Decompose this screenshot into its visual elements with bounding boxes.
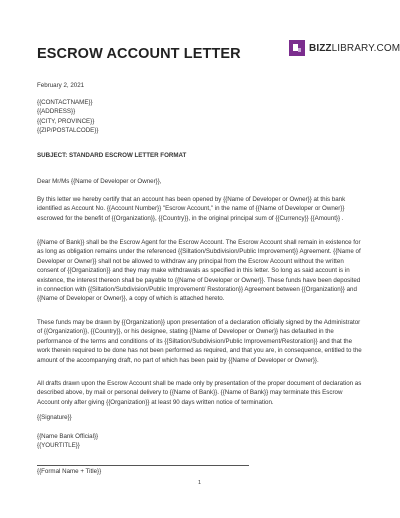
your-title-placeholder: {{YOURTITLE}} [37,442,80,450]
address-line-city: {{CITY, PROVINCE}} [37,117,95,125]
paragraph-certification: By this letter we hereby certify that an account has been opened by {{Name of Developer or Owner}} at this bank identified as Account No. {{Account Number}} "Escrow Account," in the name of {{Name of Developer or Owner}} escrowed for the benefit of {{Organization}}, {{Country}}, in the original principal sum of {{Currency}} {{Amount}} . [37,196,346,222]
document-title: ESCROW ACCOUNT LETTER [37,46,241,62]
logo-text-bold: BIZZ [309,42,332,54]
page-number: 1 [198,480,202,486]
paragraph-drafts: All drafts drawn upon the Escrow Account shall be made only by presentation of the proper document of declaration as described above, by mail or personal delivery to {{Name of Bank}}. {{Name of Bank}} may terminate this Escrow Account only after giving {{Organization}} at least 90 days written notice of termination. [37,380,362,406]
letter-date: February 2, 2021 [37,82,85,89]
bizzlibrary-logo-text [309,43,400,54]
address-line-address: {{ADDRESS}} [37,108,76,116]
logo-text-light: LIBRARY.COM [331,42,400,54]
formal-name-placeholder: {{Formal Name + Title}} [37,468,102,475]
signature-line [37,465,249,466]
signature-placeholder: {{Signature}} [37,414,72,421]
letter-subject: SUBJECT: STANDARD ESCROW LETTER FORMAT [37,152,187,159]
paragraph-escrow-agent: {{Name of Bank}} shall be the Escrow Agent for the Escrow Account. The Escrow Account shall remain in existence for as long as obligation remains under the referenced {{Siltation/Subdivision/Public Improvement}} Agreement. {{Name of Developer or Owner}} shall not be allowed to withdraw any principal from the Escrow Account without the written consent of {{Organization}} and they may make withdrawals as specified in this letter. So long as said account is in existence, the interest thereon shall be payable to {{Name of Developer or Owner}}. These funds have been deposited in connection with {{Siltation/Subdivision/Public Improvement/ Restoration}} Agreement between {{Organization}} and {{Name of Developer or Owner}}, a copy of which is attached hereto. [37,239,361,303]
paragraph-drawing-funds: These funds may be drawn by {{Organization}} upon presentation of a declaration officially signed by the Administrator of {{Organization}}, {{Country}}, or his designee, stating {{Name of Developer or Owner}} has defaulted in the performance of the terms and conditions of its {{Siltation/Subdivision/Public Improvement/Restoration}} and that the work therein required to be done has not been performed as required, and that you are, in consequence, entitled to the amount of the accompanying draft, no part of which has been paid by {{Name of Developer or Owner}}. [37,319,362,364]
bizzlibrary-logo [289,39,400,57]
address-line-contactname: {{CONTACTNAME}} [37,99,93,106]
bizzlibrary-logo-icon [289,40,305,56]
bank-official-placeholder: {{Name Bank Official}} [37,433,99,440]
letter-salutation: Dear Mr/Ms {{Name of Developer or Owner}}, [37,178,162,185]
address-line-zip: {{ZIP/POSTALCODE}} [37,127,99,135]
